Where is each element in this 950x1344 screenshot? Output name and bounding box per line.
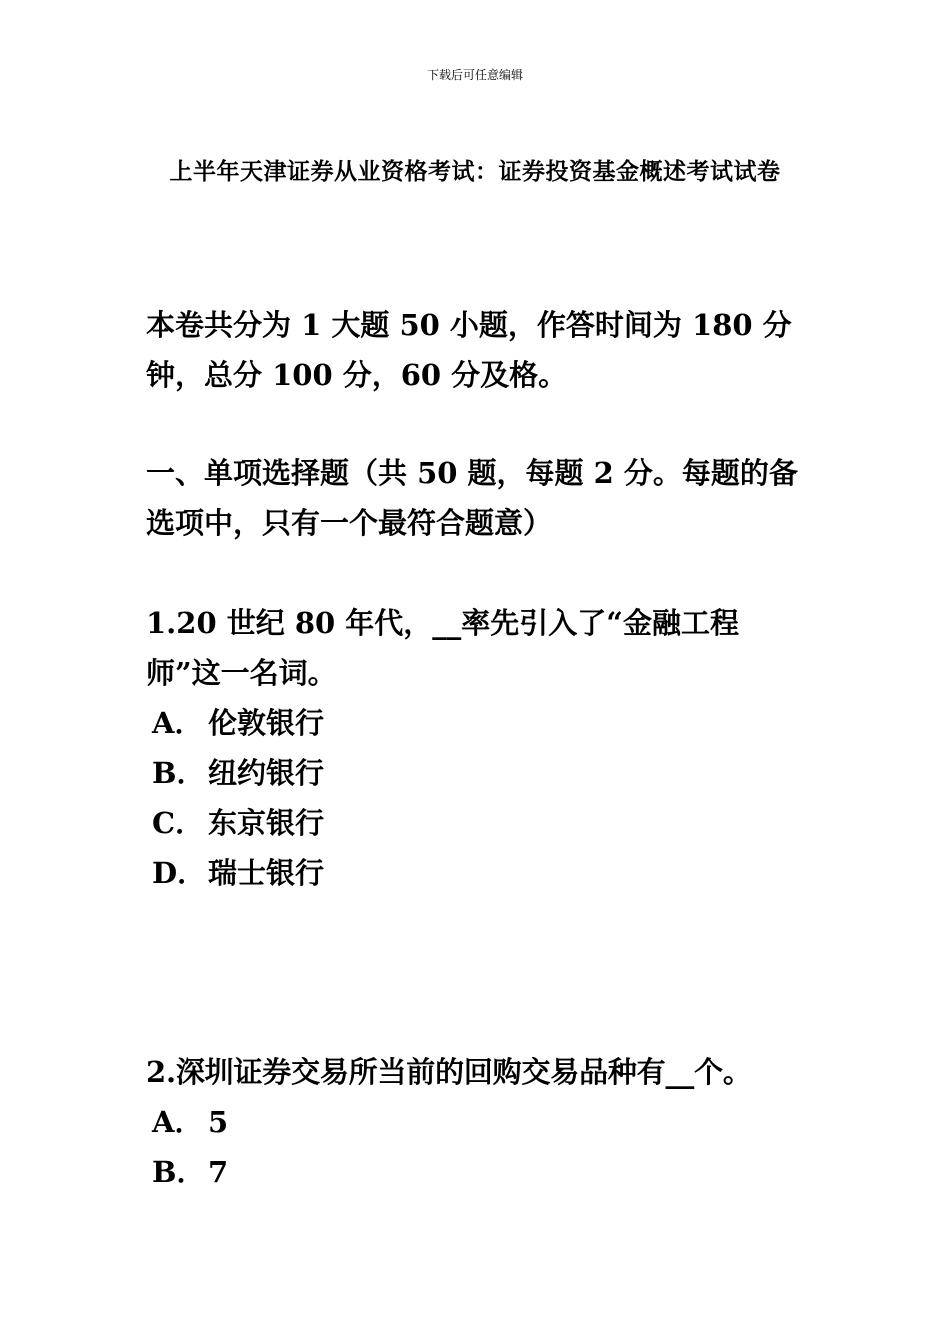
- option-b: [146, 748, 810, 798]
- option-letter: B．: [152, 756, 206, 790]
- option-text: 瑞士银行: [208, 856, 325, 890]
- option-a: [146, 698, 810, 748]
- question-1: [146, 598, 810, 898]
- option-text: 东京银行: [208, 806, 325, 840]
- option-text: 5: [208, 1105, 229, 1139]
- question-stem: 2.深圳证券交易所当前的回购交易品种有__个。: [146, 1055, 752, 1089]
- option-letter: B．: [152, 1155, 206, 1189]
- option-a: [146, 1097, 810, 1147]
- option-letter: C．: [152, 806, 205, 840]
- question-2: [146, 1047, 810, 1197]
- option-c: [146, 798, 810, 848]
- option-b: [146, 1147, 810, 1197]
- document-title: 上半年天津证券从业资格考试：证券投资基金概述考试试卷: [169, 158, 781, 185]
- option-letter: D．: [152, 856, 207, 890]
- option-text: 7: [208, 1155, 229, 1189]
- option-letter: A．: [152, 1105, 204, 1139]
- question-stem: 1.20 世纪 80 年代，__率先引入了“金融工程师”这一名词。: [146, 606, 739, 690]
- option-text: 伦敦银行: [208, 706, 325, 740]
- option-text: 纽约银行: [208, 756, 325, 790]
- exam-intro: 本卷共分为 1 大题 50 小题，作答时间为 180 分钟，总分 100 分，60 分及格。: [146, 308, 792, 392]
- option-list: [146, 1097, 810, 1197]
- option-list: [146, 698, 810, 898]
- option-d: [146, 848, 810, 898]
- option-letter: A．: [152, 706, 204, 740]
- section-heading: 一、单项选择题（共 50 题，每题 2 分。每题的备选项中，只有一个最符合题意）: [146, 456, 798, 540]
- header-note: 下载后可任意编辑: [426, 68, 523, 82]
